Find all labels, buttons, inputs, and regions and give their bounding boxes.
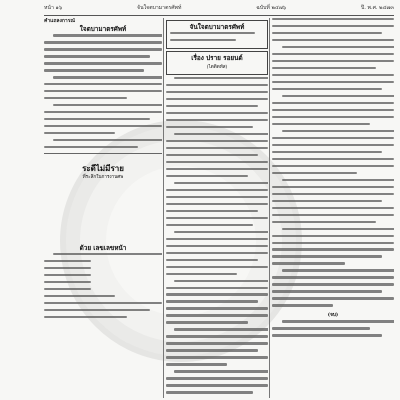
text-block — [44, 34, 162, 148]
header-paper-name: จันใจตบามาตรศัพท์ — [137, 5, 182, 11]
story-title-box — [166, 51, 268, 75]
column-1-title: ใจตบามาตรศัพท์ — [79, 25, 127, 34]
header-date: ปี. พ.ศ. ๒๔๗๓ — [360, 5, 394, 11]
column-2 — [166, 18, 268, 398]
masthead-title: จันใจตบามาตรศัพท์ — [189, 23, 245, 31]
masthead-box — [166, 20, 268, 49]
column-divider — [269, 18, 270, 398]
header-page-number: หน้า ๑๖ — [44, 5, 63, 11]
column-divider — [163, 18, 164, 398]
notice-title: ด้วย เลขเลขหน้า — [79, 243, 127, 252]
column-1 — [44, 18, 162, 398]
column-1-heading: คำแถลงการณ์ — [44, 18, 76, 24]
column-3 — [272, 18, 394, 398]
story-text — [166, 77, 268, 394]
column-3-footer-text — [272, 320, 394, 336]
page-header — [44, 2, 394, 16]
header-issue: ฉบับที่ ๒๔๗๖ — [256, 5, 287, 11]
story-subtitle: (ไตติดทัส) — [206, 64, 228, 70]
section-title: ระดีไม่มีราย — [82, 162, 124, 173]
story-title: เรื่อง ปราย รอยนต์ — [191, 53, 243, 62]
section-subtitle: ที่ระลึกในการงานศพ — [82, 174, 124, 180]
column-3-end-mark: (จบ) — [327, 312, 339, 319]
notice-text — [44, 253, 162, 318]
column-3-text — [272, 18, 394, 307]
